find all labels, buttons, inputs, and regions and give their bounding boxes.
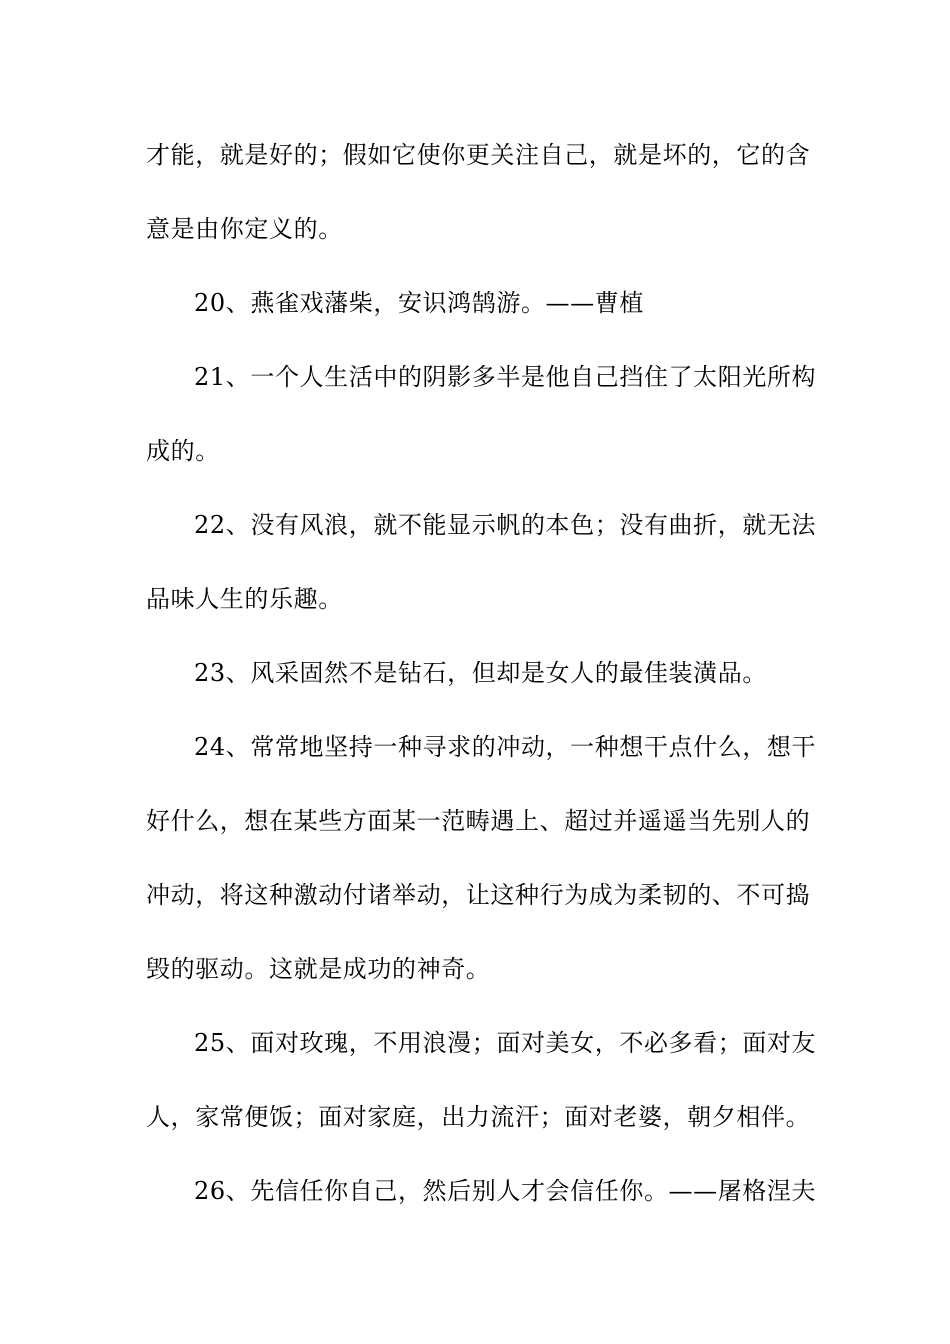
quote-20: 20、燕雀戏藩柴，安识鸿鹄游。——曹植 xyxy=(194,289,644,317)
quote-21: 21、一个人生活中的阴影多半是他自己挡住了太阳光所构 xyxy=(194,363,817,391)
text-line: 毁的驱动。这就是成功的神奇。 xyxy=(146,955,491,983)
text-line: 人，家常便饭；面对家庭，出力流汗；面对老婆，朝夕相伴。 xyxy=(146,1103,811,1131)
text-line: 品味人生的乐趣。 xyxy=(146,585,343,613)
quote-26: 26、先信任你自己，然后别人才会信任你。——屠格涅夫 xyxy=(194,1177,817,1205)
quote-25: 25、面对玫瑰，不用浪漫；面对美女，不必多看；面对友 xyxy=(194,1029,817,1057)
text-line: 冲动，将这种激动付诸举动，让这种行为成为柔韧的、不可捣 xyxy=(146,881,811,909)
quote-22: 22、没有风浪，就不能显示帆的本色；没有曲折，就无法 xyxy=(194,511,817,539)
text-line: 才能，就是好的；假如它使你更关注自己，就是坏的，它的含 xyxy=(146,141,811,169)
quote-24: 24、常常地坚持一种寻求的冲动，一种想干点什么，想干 xyxy=(194,733,817,761)
quote-23: 23、风采固然不是钻石，但却是女人的最佳装潢品。 xyxy=(194,659,767,687)
text-line: 意是由你定义的。 xyxy=(146,215,343,243)
text-line: 成的。 xyxy=(146,437,220,465)
document-body xyxy=(146,118,817,1228)
text-line: 好什么，想在某些方面某一范畴遇上、超过并遥遥当先别人的 xyxy=(146,807,811,835)
